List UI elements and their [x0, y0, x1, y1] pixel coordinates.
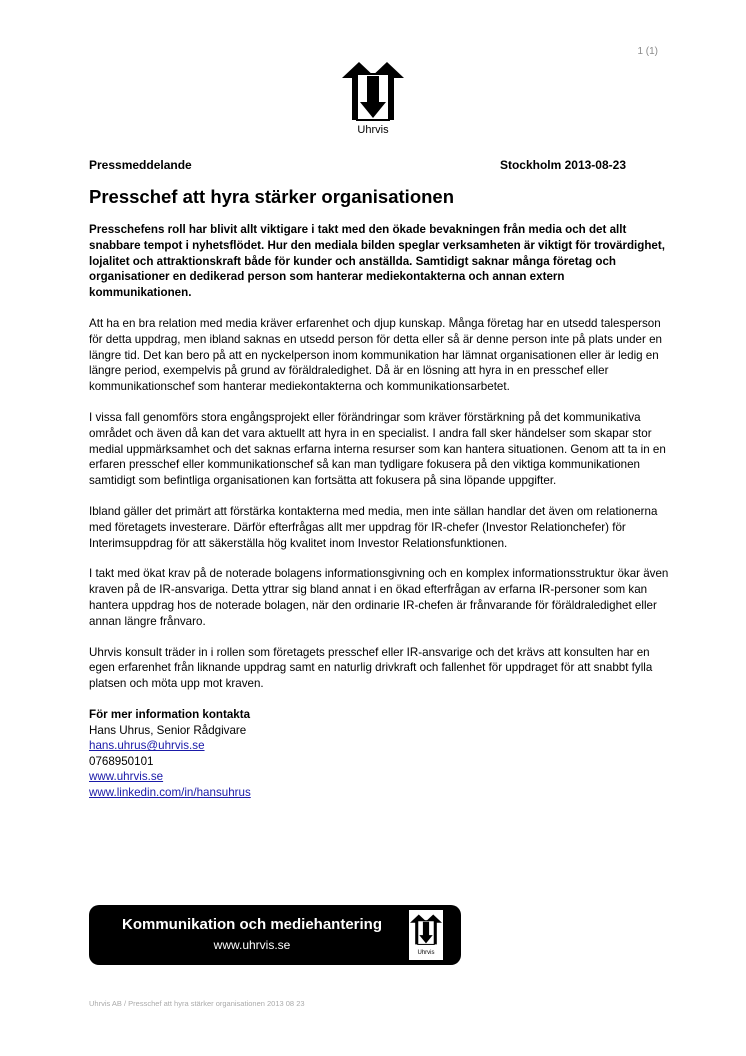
page-number: 1 (1) — [637, 46, 658, 57]
logo-wordmark: Uhrvis — [357, 124, 389, 136]
banner-logo — [409, 910, 443, 960]
contact-block — [89, 707, 669, 801]
contact-phone: 0768950101 — [89, 754, 154, 768]
company-banner — [89, 905, 461, 965]
press-release-body — [89, 222, 669, 800]
up-down-arrows-icon — [409, 910, 443, 950]
company-logo — [340, 60, 406, 142]
contact-name: Hans Uhrus, Senior Rådgivare — [89, 723, 247, 737]
banner-url: www.uhrvis.se — [213, 938, 291, 952]
lead-paragraph: Presschefens roll har blivit allt viktigare i takt med den ökade bevakningen från media och det allt snabbare tempot i nyhetsflödet. Hur den mediala bilden speglar verksamheten är viktigt för trovärdighet, lojalitet och attraktionskraft både för kunder och anställda. Samtidigt saknar många företag och organisationer en dedikerad person som hanterar mediekontakterna och annan extern kommunikationen. — [89, 223, 665, 300]
body-paragraph: I takt med ökat krav på de noterade bolagens informationsgivning och en komplex informationsstruktur ökar även kraven på de IR-ansvariga. Detta yttrar sig bland annat i en ökad efterfrågan av erfarna IR-personer som kan hantera uppdrag hos de noterade bolagen, när den ordinarie IR-chefen är frånvarande för föräldraledighet eller annan längre frånvaro. — [89, 567, 669, 628]
body-paragraph: I vissa fall genomförs stora engångsprojekt eller förändringar som kräver förstärkning på det kommunikativa området och även då kan det vara aktuellt att hyra in en specialist. I andra fall sker händelser som skapar stor medial uppmärksamhet och det saknas erfarna interna resurser som kan hantera situationen. Genom att ta in en erfaren presschef eller kommunikationschef så kan man tydligare fokusera på den viktiga kommunikationen samtidigt som befintliga organisationen kan fortsätta att fokusera på sina löpande uppgifter. — [89, 410, 666, 488]
contact-linkedin-link[interactable]: www.linkedin.com/in/hansuhrus — [89, 785, 251, 799]
place-and-date: Stockholm 2013-08-23 — [499, 158, 626, 172]
body-paragraph: Att ha en bra relation med media kräver erfarenhet och djup kunskap. Många företag har en utsedd talesperson för detta uppdrag, men ibland saknas en utsedd person för detta eller så är denne person inte på plats under en längre tid. Det kan bero på att en nyckelperson inom kommunikation har lämnat organisationen eller är ledig en längre period, exempelvis på grund av föräldraledighet. Då är en lösning att hyra in en presschef eller kommunikationschef som hanterar mediekontakterna och kommunikationsarbetet. — [89, 316, 662, 394]
banner-title: Kommunikation och mediehantering — [121, 916, 383, 933]
up-down-arrows-icon — [340, 60, 406, 124]
contact-email-link[interactable]: hans.uhrus@uhrvis.se — [89, 739, 205, 753]
body-paragraph: Ibland gäller det primärt att förstärka kontakterna med media, men inte sällan handlar det även om relationerna med företagets investerare. Därför efterfrågas allt mer uppdrag för IR-chefer (Investor Relationchefer) för Interimsuppdrag för att säkerställa hög kvalitet inom Investor Relationsfunktionen. — [89, 504, 658, 550]
contact-website-link[interactable]: www.uhrvis.se — [89, 770, 164, 784]
press-release-title: Presschef att hyra stärker organisationen — [89, 186, 455, 207]
banner-logo-wordmark: Uhrvis — [417, 950, 435, 956]
document-header — [89, 158, 626, 174]
contact-heading: För mer information kontakta — [89, 707, 251, 721]
page-footer: Uhrvis AB / Presschef att hyra stärker organisationen 2013 08 23 — [89, 999, 305, 1008]
document-type: Pressmeddelande — [89, 158, 192, 172]
body-paragraph: Uhrvis konsult träder in i rollen som företagets presschef eller IR-ansvarige och det krävs att konsulten har en egen erfarenhet från liknande uppdrag samt en naturlig drivkraft och fallenhet för uppdraget för att snabbt fylla platsen och möta upp mot kraven. — [89, 645, 653, 691]
